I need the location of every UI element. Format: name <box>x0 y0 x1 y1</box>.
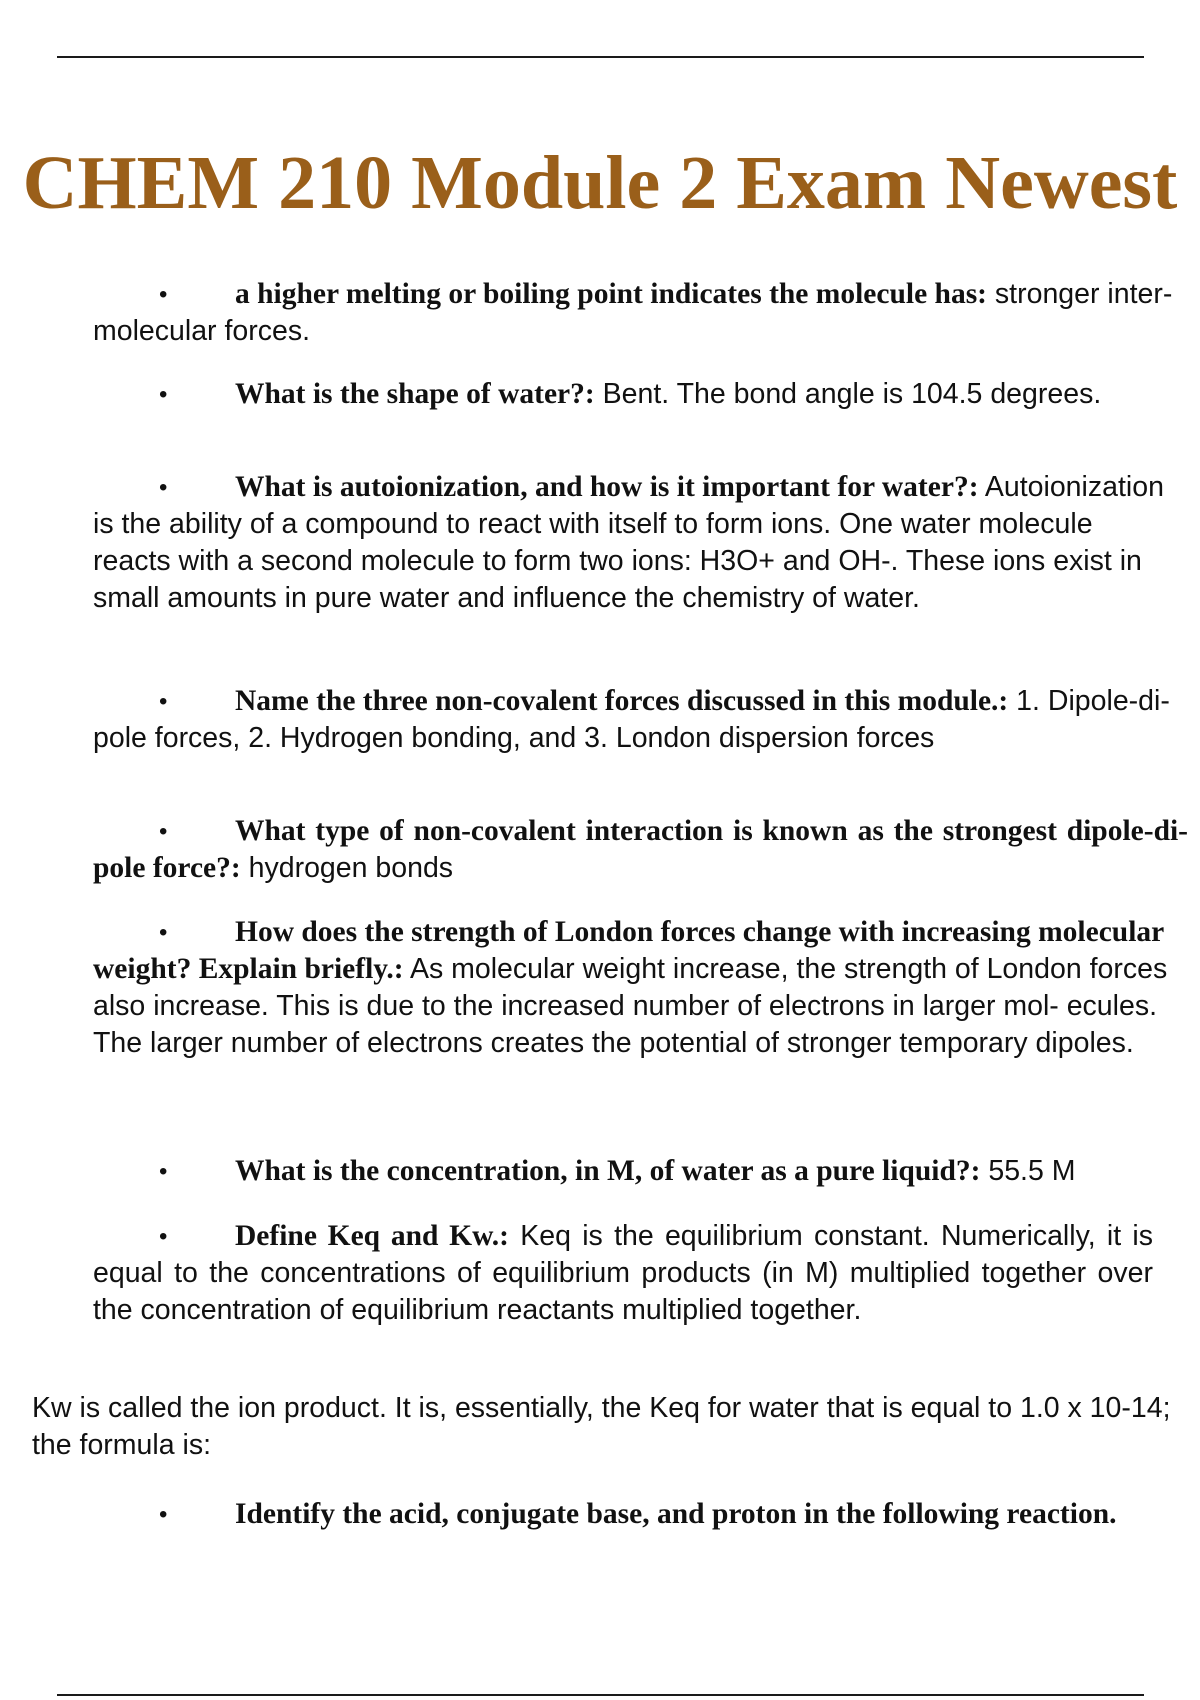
qa-item <box>93 1153 1188 1190</box>
bullet-icon: • <box>159 818 168 845</box>
question-text: Define Keq and Kw.: <box>235 1220 509 1252</box>
bullet-icon: • <box>159 474 168 501</box>
bullet-icon: • <box>159 281 168 308</box>
bullet-icon: • <box>159 919 168 946</box>
bullet-icon: • <box>159 1158 168 1185</box>
qa-item <box>93 469 1173 617</box>
qa-item <box>93 1496 1188 1533</box>
qa-item <box>93 683 1188 757</box>
bullet-icon: • <box>159 1501 168 1528</box>
qa-item <box>93 914 1188 1062</box>
question-text: What is autoionization, and how is it important for water?: <box>235 471 979 503</box>
kw-paragraph: Kw is called the ion product. It is, essentially, the Keq for water that is equal to 1.0 x 10-14; the formula is: <box>32 1392 1171 1461</box>
document-title: CHEM 210 Module 2 Exam Newest <box>22 141 1178 225</box>
answer-text: Keq is the equilibrium constant. Numerically, it is equal to the concentrations of equilibrium products (in M) multiplied together over the concentration of equilibrium reactants multiplied together. <box>93 1220 1154 1326</box>
answer-text: 55.5 M <box>980 1155 1076 1187</box>
answer-text: Bent. The bond angle is 104.5 degrees. <box>594 378 1102 410</box>
qa-item <box>93 376 1188 413</box>
qa-item <box>93 813 1188 887</box>
question-text: How does the strength of London forces change with increasing molecular weight? Explain briefly.: <box>93 916 1164 985</box>
bullet-icon: • <box>159 1223 168 1250</box>
answer-text: 1. Dipole-di- pole forces, 2. Hydrogen bonding, and 3. London dispersion forces <box>93 685 1170 754</box>
answer-text: As molecular weight increase, the strength of London forces also increase. This is due to the increased number of electrons in larger mol- ecules. The larger number of electrons creates the potential of stronger temporary dipoles. <box>93 953 1168 1059</box>
answer-text: stronger inter- molecular forces. <box>93 278 1173 347</box>
bottom-rule <box>57 1694 1144 1696</box>
question-text: What is the concentration, in M, of water as a pure liquid?: <box>235 1155 981 1187</box>
bullet-icon: • <box>159 381 168 408</box>
question-text: What type of non-covalent interaction is known as the strongest dipole-di- pole force?: <box>93 815 1188 884</box>
question-text: Identify the acid, conjugate base, and proton in the following reaction. <box>235 1498 1117 1530</box>
bullet-icon: • <box>159 688 168 715</box>
answer-text: hydrogen bonds <box>240 852 454 884</box>
qa-item <box>93 276 1188 350</box>
answer-text: Autoionization is the ability of a compound to react with itself to form ions. One water molecule reacts with a second molecule to form two ions: H3O+ and OH-. These ions exist in small amounts in pure water and influence the chemistry of water. <box>93 471 1164 614</box>
question-text: Name the three non-covalent forces discussed in this module.: <box>235 685 1009 717</box>
top-rule <box>57 56 1144 58</box>
qa-item <box>93 1218 1153 1329</box>
question-text: a higher melting or boiling point indicates the molecule has: <box>235 278 988 310</box>
question-text: What is the shape of water?: <box>235 378 595 410</box>
